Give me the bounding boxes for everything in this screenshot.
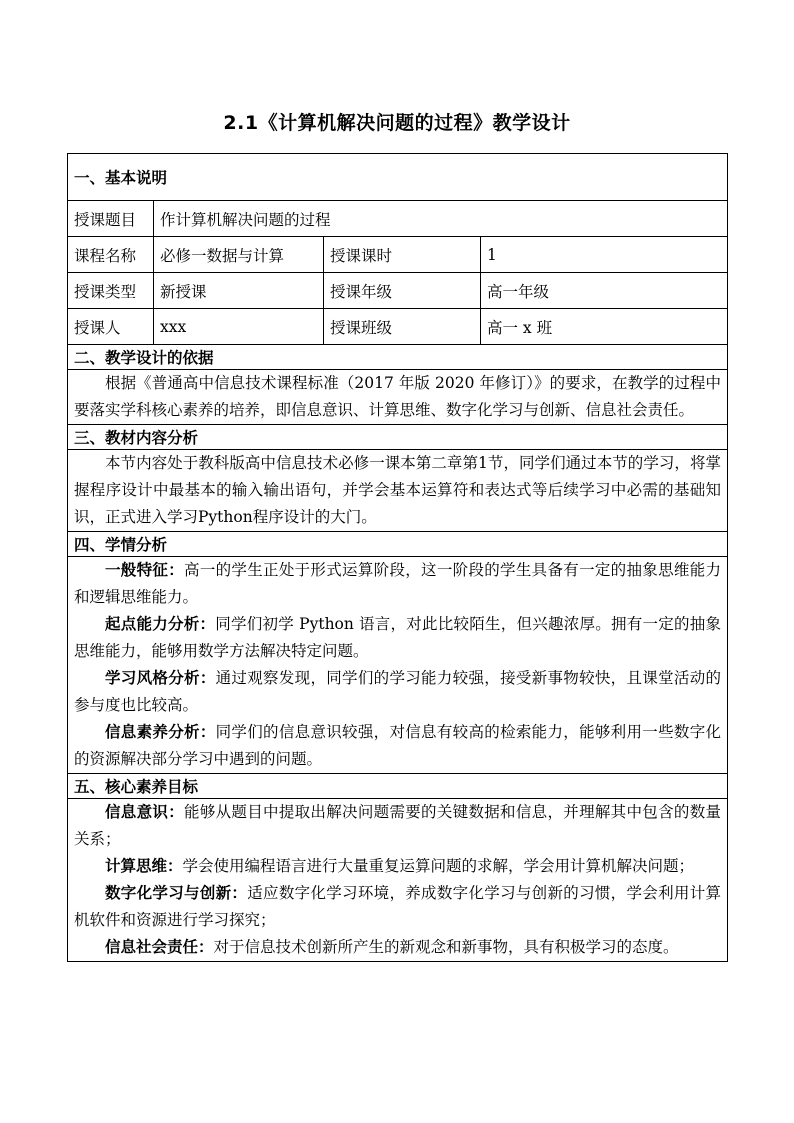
core-computational-thinking-label: 计算思维：: [105, 857, 183, 875]
core-social-responsibility-text: 对于信息技术创新所产生的新观念和新事物，具有积极学习的态度。: [213, 938, 679, 956]
hours-value: 1: [481, 237, 728, 273]
core-social-responsibility-label: 信息社会责任：: [105, 938, 214, 956]
section-material-heading: 三、教材内容分析: [68, 425, 728, 450]
students-general-label: 一般特征：: [105, 561, 185, 579]
course-label: 课程名称: [68, 237, 154, 273]
section-core-heading: 五、核心素养目标: [68, 774, 728, 799]
students-starting-ability: [74, 611, 721, 665]
core-digital-learning: [74, 880, 721, 934]
students-general-text: 高一的学生正处于形式运算阶段，这一阶段的学生具备有一定的抽象思维能力和逻辑思维能力。: [74, 561, 721, 606]
students-general: [74, 557, 721, 611]
lesson-plan-table: [67, 153, 728, 962]
grade-label: 授课年级: [324, 273, 481, 309]
document-title: 2.1《计算机解决问题的过程》教学设计: [223, 112, 571, 134]
students-starting-ability-text: 同学们初学 Python 语言，对此比较陌生，但兴趣浓厚。拥有一定的抽象思维能力，能够用数学方法解决特定问题。: [74, 615, 722, 660]
core-computational-thinking: [74, 853, 721, 880]
section-basis-body: [68, 370, 728, 425]
material-paragraph: 本节内容处于教科版高中信息技术必修一课本第二章第1节，同学们通过本节的学习，将掌握程序设计中最基本的输入输出语句，并学会基本运算符和表达式等后续学习中必需的基础知识，正式进入学习Python程序设计的大门。: [74, 454, 722, 526]
core-info-awareness: [74, 799, 721, 853]
core-computational-thinking-text: 学会使用编程语言进行大量重复运算问题的求解，学会用计算机解决问题；: [182, 857, 695, 875]
type-label: 授课类型: [68, 273, 154, 309]
section-material-body: [68, 450, 728, 532]
students-learning-style-label: 学习风格分析：: [105, 669, 216, 687]
type-value: 新授课: [154, 273, 324, 309]
students-starting-ability-label: 起点能力分析：: [105, 615, 216, 633]
teacher-value: xxx: [154, 309, 324, 345]
core-digital-learning-label: 数字化学习与创新：: [105, 884, 248, 902]
core-info-awareness-text: 能够从题目中提取出解决问题需要的关键数据和信息，并理解其中包含的数量关系；: [74, 803, 721, 848]
course-value: 必修一数据与计算: [154, 237, 324, 273]
students-learning-style-text: 通过观察发现，同学们的学习能力较强，接受新事物较快，且课堂活动的参与度也比较高。: [74, 669, 721, 714]
class-label: 授课班级: [324, 309, 481, 345]
students-info-literacy: [74, 719, 721, 773]
class-value: 高一 x 班: [481, 309, 728, 345]
section-students-heading: 四、学情分析: [68, 532, 728, 557]
section-core-body: [68, 799, 728, 962]
students-learning-style: [74, 665, 721, 719]
core-social-responsibility: [74, 934, 721, 961]
core-digital-learning-text: 适应数字化学习环境，养成数字化学习与创新的习惯，学会利用计算机软件和资源进行学习探究；: [74, 884, 722, 929]
section-basic-heading: 一、基本说明: [68, 154, 728, 201]
hours-label: 授课课时: [324, 237, 481, 273]
section-students-body: [68, 557, 728, 774]
students-info-literacy-text: 同学们的信息意识较强，对信息有较高的检索能力，能够利用一些数字化的资源解决部分学习中遇到的问题。: [74, 723, 721, 768]
teacher-label: 授课人: [68, 309, 154, 345]
core-info-awareness-label: 信息意识：: [105, 803, 185, 821]
topic-label: 授课题目: [68, 201, 154, 237]
section-basis-heading: 二、教学设计的依据: [68, 345, 728, 370]
basis-paragraph: 根据《普通高中信息技术课程标准（2017 年版 2020 年修订）》的要求，在教学的过程中要落实学科核心素养的培养，即信息意识、计算思维、数字化学习与创新、信息社会责任。: [74, 374, 722, 419]
topic-value: 作计算机解决问题的过程: [154, 201, 728, 237]
students-info-literacy-label: 信息素养分析：: [105, 723, 216, 741]
grade-value: 高一年级: [481, 273, 728, 309]
